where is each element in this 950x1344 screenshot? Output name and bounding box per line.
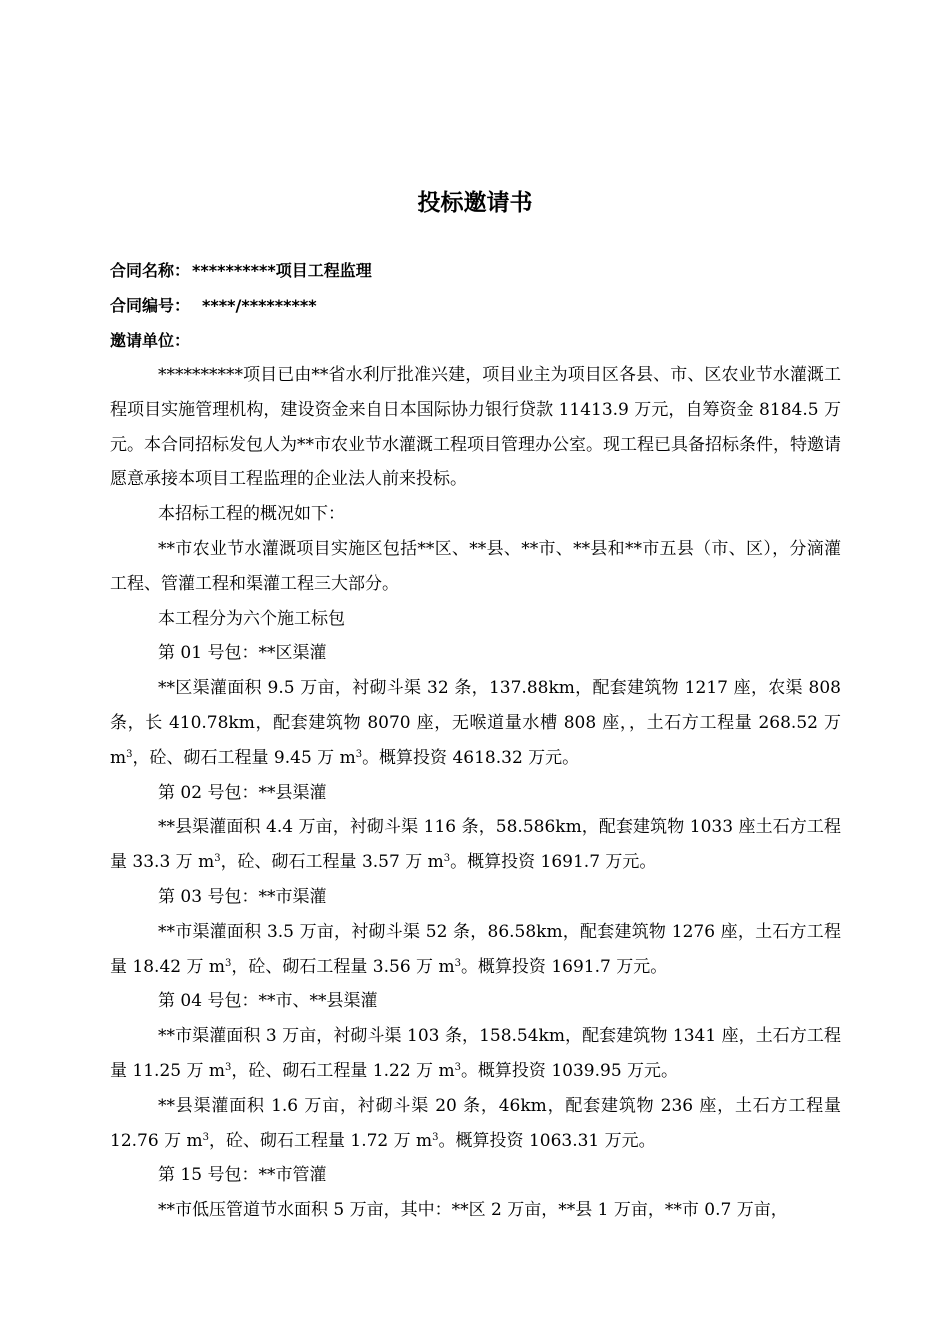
packages-intro: 本工程分为六个施工标包 — [158, 608, 345, 629]
inviting-unit-line — [110, 323, 840, 358]
package-15-heading: 第 15 号包：**市管灌 — [158, 1165, 327, 1186]
contract-no-label: 合同编号： — [110, 296, 191, 315]
intro-paragraph: **********项目已由**省水利厅批准兴建，项目业主为项目区各县、市、区农业节水灌溉工程项目实施管理机构，建设资金来自日本国际协力银行贷款 11413.9 万元，自筹资金 8184.5 万元。本合同招标发包人为**市农业节水灌溉工程项目管理办公室。现工程已具备招标条件，特邀请愿意承接本项目工程监理的企业法人前来投标。 — [110, 365, 841, 490]
contract-info — [110, 253, 840, 358]
contract-name-label: 合同名称： — [110, 261, 191, 280]
package-15-paragraph: **市低压管道节水面积 5 万亩，其中：**区 2 万亩，**县 1 万亩，**市 0.7 万亩， — [158, 1200, 788, 1221]
package-04-city-paragraph: **市渠灌面积 3 万亩，衬砌斗渠 103 条，158.54km，配套建筑物 1341 座，土石方工程量 11.25 万 $m^3$，砼、砌石工程量 1.22 万 $m^3$。概算投资 1039.95 万元。 — [110, 1026, 841, 1081]
contract-no-line — [110, 288, 840, 323]
package-03-paragraph: **市渠灌面积 3.5 万亩，衬砌斗渠 52 条，86.58km，配套建筑物 1276 座，土石方工程量 18.42 万 $m^3$，砼、砌石工程量 3.56 万 $m^3$。概算投资 1691.7 万元。 — [110, 921, 841, 977]
contract-name-value: **********项目工程监理 — [192, 261, 372, 280]
overview-paragraph: **市农业节水灌溉项目实施区包括**区、**县、**市、**县和**市五县（市、区），分滴灌工程、管灌工程和渠灌工程三大部分。 — [110, 538, 841, 594]
document-title: 投标邀请书 — [417, 190, 533, 216]
document-body — [110, 358, 841, 1228]
package-02-paragraph: **县渠灌面积 4.4 万亩，衬砌斗渠 116 条，58.586km，配套建筑物 1033 座土石方工程量 33.3 万 $m^3$，砼、砌石工程量 3.57 万 $m^3$。概算投资 1691.7 万元。 — [110, 817, 841, 873]
package-04-heading: 第 04 号包：**市、**县渠灌 — [158, 991, 378, 1012]
overview-heading: 本招标工程的概况如下： — [158, 504, 345, 525]
inviting-unit-label: 邀请单位： — [110, 331, 191, 350]
package-01-paragraph: **区渠灌面积 9.5 万亩，衬砌斗渠 32 条，137.88km，配套建筑物 1217 座，农渠 808 条，长 410.78km，配套建筑物 8070 座，无喉道量水槽 808 座，，土石方工程量 268.52 万 $m^3$，砼、砌石工程量 9.45 万 $m^3$。概算投资 4618.32 万元。 — [110, 678, 841, 768]
package-01-heading: 第 01 号包：**区渠灌 — [158, 643, 327, 664]
contract-name-line — [110, 253, 840, 288]
package-02-heading: 第 02 号包：**县渠灌 — [158, 782, 327, 803]
contract-no-value: ****/********* — [202, 296, 317, 315]
package-03-heading: 第 03 号包：**市渠灌 — [158, 886, 327, 907]
package-04-county-paragraph: **县渠灌面积 1.6 万亩，衬砌斗渠 20 条，46km，配套建筑物 236 座，土石方工程量 12.76 万 $m^3$，砼、砌石工程量 1.72 万 $m^3$。概算投资 1063.31 万元。 — [110, 1095, 841, 1151]
